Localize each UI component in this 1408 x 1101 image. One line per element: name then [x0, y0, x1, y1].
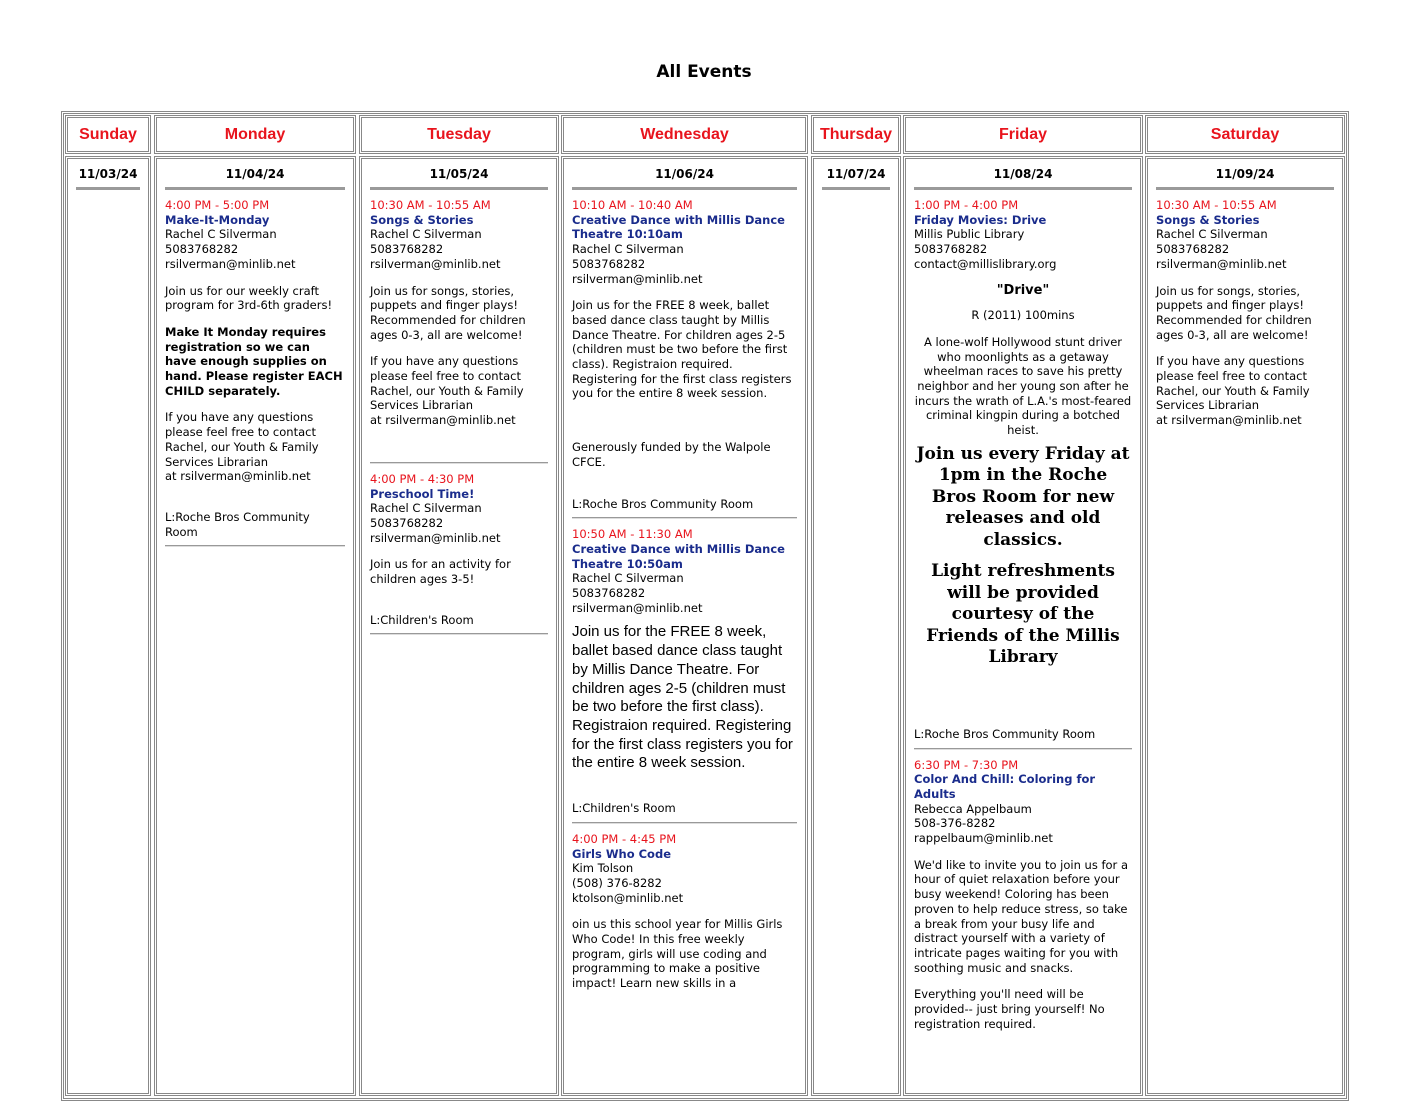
page-title: All Events: [656, 62, 752, 82]
event-phone: 5083768282: [1156, 242, 1230, 257]
event-email[interactable]: rappelbaum@minlib.net: [914, 831, 1053, 846]
event-email[interactable]: rsilverman@minlib.net: [370, 530, 501, 545]
event-description: Join us for the FREE 8 week, ballet based dance class taught by Millis Dance Theatre. For children ages 2-5 (children must be two before the first class). Registraion required. Registering for the first class registers you for the entire 8 week session.: [572, 623, 793, 772]
event-time: 10:50 AM - 11:30 AM: [572, 527, 693, 542]
event-time: 4:00 PM - 4:45 PM: [572, 831, 677, 846]
event-phone: 508-376-8282: [914, 816, 996, 831]
event-contact: Kim Tolson: [572, 861, 634, 876]
event-location: L:Roche Bros Community Room: [572, 496, 754, 511]
date-divider: [370, 187, 548, 190]
event-phone: 5083768282: [572, 586, 646, 601]
event-time: 6:30 PM - 7:30 PM: [914, 757, 1019, 772]
event-separator: [165, 545, 345, 547]
event-phone: 5083768282: [370, 515, 444, 530]
event-title[interactable]: Make-It-Monday: [165, 212, 270, 227]
event-title[interactable]: Preschool Time!: [370, 486, 475, 501]
event-email[interactable]: rsilverman@minlib.net: [1156, 256, 1287, 271]
day-name-wednesday: Wednesday: [640, 125, 729, 143]
day-name-sunday: Sunday: [79, 125, 137, 143]
date-label: 11/03/24: [78, 167, 138, 181]
day-cell-saturday: [1145, 156, 1345, 1096]
event-time: 4:00 PM - 5:00 PM: [165, 198, 270, 212]
event-title[interactable]: Creative Dance with Millis Dance Theatre 10:50am: [572, 541, 785, 571]
event-phone: (508) 376-8282: [572, 875, 662, 890]
day-name-tuesday: Tuesday: [427, 125, 491, 143]
event-location: L:Children's Room: [370, 612, 474, 627]
event-phone: 5083768282: [572, 256, 646, 271]
event-contact: Rebecca Appelbaum: [914, 801, 1032, 816]
event-email[interactable]: contact@millislibrary.org: [914, 256, 1057, 271]
date-label: 11/04/24: [225, 167, 285, 181]
event-note: Make It Monday requires registration so we can have enough supplies on hand. Please register EACH CHILD separately.: [165, 324, 343, 398]
date-label: 11/08/24: [993, 167, 1053, 181]
event-contact: Rachel C Silverman: [165, 227, 277, 242]
date-label: 11/05/24: [429, 167, 489, 181]
event-time: 10:30 AM - 10:55 AM: [1156, 198, 1277, 212]
movie-title: "Drive": [996, 282, 1050, 298]
header-wednesday: [561, 115, 808, 154]
movie-promo: Join us every Friday at 1pm in the Roche Bros Room for new releases and old classics.: [916, 443, 1130, 550]
date-divider: [1156, 187, 1334, 190]
day-name-friday: Friday: [998, 125, 1047, 143]
movie-rating: R (2011) 100mins: [971, 308, 1075, 323]
event-description: oin us this school year for Millis Girls Who Code! In this free weekly program, girls will use coding and programming to make a positive impact! Learn new skills in a: [572, 917, 783, 991]
event-email[interactable]: rsilverman@minlib.net: [572, 600, 703, 615]
event-title[interactable]: Color And Chill: Coloring for Adults: [914, 772, 1096, 801]
day-cell-thursday: [811, 156, 901, 1096]
header-thursday: [811, 115, 901, 154]
day-cell-friday: [903, 156, 1143, 1096]
date-divider: [76, 187, 140, 190]
day-cell-wednesday: [561, 156, 808, 1096]
date-label: 11/06/24: [655, 167, 714, 181]
event-contact: Rachel C Silverman: [572, 571, 684, 586]
event-email[interactable]: rsilverman@minlib.net: [370, 256, 501, 271]
event-phone: 5083768282: [914, 242, 988, 257]
event-description: We'd like to invite you to join us for a hour of quiet relaxation before your busy weekend! Coloring has been proven to help reduce stress, so take a break from your busy life and distract yourself with a variety of intricate pages waiting for you with soothing music and snacks.: [914, 857, 1128, 975]
event-description: Join us for the FREE 8 week, ballet based dance class taught by Millis Dance Theatre. For children ages 2-5 (children must be two before the first class). Registraion required. Registering for the first class registers you for the entire 8 week session.: [572, 298, 792, 401]
event-contact: Rachel C Silverman: [370, 227, 482, 242]
event-title[interactable]: Girls Who Code: [572, 846, 671, 861]
day-name-thursday: Thursday: [819, 125, 892, 143]
event-separator: [572, 517, 797, 519]
event-title[interactable]: Creative Dance with Millis Dance Theatre 10:10am: [572, 212, 785, 242]
date-divider: [914, 187, 1132, 190]
event-questions: If you have any questions please feel free to contact Rachel, our Youth & Family Services Librarian: [165, 410, 319, 469]
event-description: Join us for songs, stories, puppets and finger plays! Recommended for children ages 0-3, all are welcome!: [1156, 283, 1312, 342]
event-separator: [914, 748, 1132, 750]
day-cell-sunday: [65, 156, 151, 1096]
header-monday: [154, 115, 356, 154]
movie-synopsis: A lone-wolf Hollywood stunt driver who moonlights as a getaway wheelman races to save his pretty neighbor and her young son after he incurs the wrath of L.A.'s most-feared criminal kingpin during a botched heist.: [914, 334, 1132, 438]
event-email[interactable]: ktolson@minlib.net: [572, 890, 684, 905]
date-divider: [165, 187, 345, 190]
event-time: 10:10 AM - 10:40 AM: [572, 198, 693, 212]
event-phone: 5083768282: [370, 242, 444, 257]
event-separator: [370, 633, 548, 635]
event-contact: Rachel C Silverman: [572, 242, 684, 257]
date-label: 11/07/24: [826, 167, 886, 181]
event-funding: Generously funded by the Walpole CFCE.: [572, 440, 771, 469]
event-contact: Rachel C Silverman: [1156, 227, 1268, 242]
event-email[interactable]: rsilverman@minlib.net: [572, 271, 703, 286]
day-cell-tuesday: [359, 156, 559, 1096]
event-at-email: at rsilverman@minlib.net: [165, 469, 311, 484]
event-location: L:Roche Bros Community Room: [914, 726, 1096, 741]
event-title[interactable]: Friday Movies: Drive: [914, 212, 1047, 227]
header-friday: [903, 115, 1143, 154]
event-contact: Rachel C Silverman: [370, 501, 482, 516]
date-label: 11/09/24: [1215, 167, 1275, 181]
event-title[interactable]: Songs & Stories: [370, 212, 474, 227]
event-at-email: at rsilverman@minlib.net: [1156, 413, 1302, 428]
header-sunday: [65, 115, 151, 154]
event-email[interactable]: rsilverman@minlib.net: [165, 256, 296, 271]
event-time: 10:30 AM - 10:55 AM: [370, 198, 491, 212]
header-saturday: [1145, 115, 1345, 154]
day-name-monday: Monday: [224, 125, 286, 143]
event-at-email: at rsilverman@minlib.net: [370, 413, 516, 428]
date-divider: [572, 187, 797, 190]
event-questions: If you have any questions please feel free to contact Rachel, our Youth & Family Services Librarian: [370, 354, 524, 413]
event-description: Join us for our weekly craft program for 3rd-6th graders!: [165, 283, 333, 313]
event-questions: If you have any questions please feel free to contact Rachel, our Youth & Family Services Librarian: [1156, 354, 1310, 413]
event-description: Join us for songs, stories, puppets and finger plays! Recommended for children ages 0-3, all are welcome!: [370, 283, 526, 342]
day-name-saturday: Saturday: [1210, 125, 1280, 143]
movie-refreshments: Light refreshments will be provided courtesy of the Friends of the Millis Library: [926, 561, 1120, 668]
header-tuesday: [359, 115, 559, 154]
event-location: L:Roche Bros Community Room: [165, 509, 310, 539]
date-divider: [822, 187, 890, 190]
event-time: 4:00 PM - 4:30 PM: [370, 471, 475, 486]
event-description-2: Everything you'll need will be provided-- just bring yourself! No registration required.: [914, 987, 1105, 1031]
event-time: 1:00 PM - 4:00 PM: [914, 198, 1019, 212]
event-contact: Millis Public Library: [914, 227, 1025, 242]
event-separator: [572, 822, 797, 824]
event-phone: 5083768282: [165, 242, 239, 257]
day-cell-monday: [154, 156, 356, 1096]
event-title[interactable]: Songs & Stories: [1156, 212, 1260, 227]
event-description: Join us for an activity for children ages 3-5!: [370, 557, 511, 587]
event-location: L:Children's Room: [572, 801, 676, 816]
event-separator: [370, 462, 548, 464]
